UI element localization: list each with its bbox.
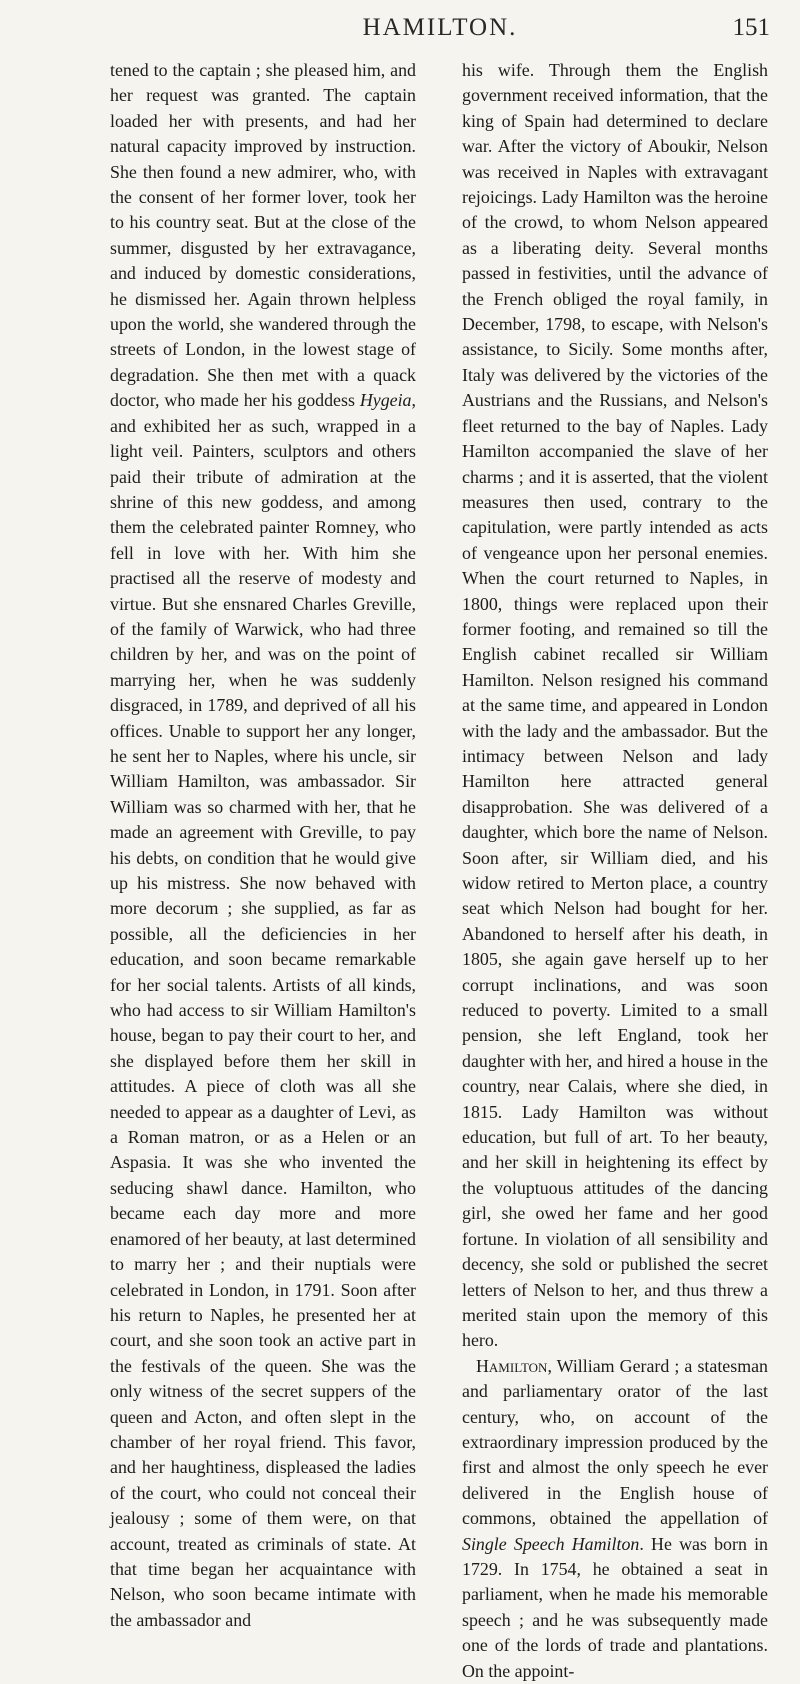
left-column [110, 58, 416, 1633]
paragraph-lady-hamilton-continued [110, 58, 416, 1633]
right-column [462, 58, 768, 1684]
text-run: . He was born in 1729. In 1754, he obtained a seat in parliament, when he made his memorable speech ; and he was subsequently made one of the lords of trade and plantations. On the appoint- [462, 1533, 768, 1681]
entry-headword: Hamilton [476, 1355, 548, 1376]
page-number: 151 [732, 14, 770, 41]
text-run: , William Gerard ; a statesman and parliamentary orator of the last century, who, on account of the extraordinary impression produced by the first and almost the only speech he ever delivered in the English house of commons, obtained the appellation of [462, 1355, 768, 1529]
text-run: his wife. Through them the English government received information, that the king of Spain had determined to declare war. After the victory of Aboukir, Nelson was received in Naples with extravagant rejoicings. Lady Hamilton was the heroine of the crowd, to whom Nelson appeared as a liberating deity. Several months passed in festivities, until the advance of the French obliged the royal family, in December, 1798, to escape, with Nelson's assistance, to Sicily. Some months after, Italy was delivered by the victories of the Austrians and the Russians, and Nelson's fleet returned to the bay of Naples. Lady Hamilton accompanied the slave of her charms ; and it is asserted, that the violent measures then used, contrary to the capitulation, were partly intended as acts of vengeance upon her personal enemies. When the court returned to Naples, in 1800, things were replaced upon their former footing, and remained so till the English cabinet recalled sir William Hamilton. Nelson resigned his command at the same time, and appeared in London with the lady and the ambassador. But the intimacy between Nelson and lady Hamilton here attracted general disapprobation. She was delivered of a daughter, which bore the name of Nelson. Soon after, sir William died, and his widow retired to Merton place, a country seat which Nelson had bought for her. Abandoned to herself after his death, in 1805, she again gave herself up to her corrupt inclinations, and was soon reduced to poverty. Limited to a small pension, she left England, took her daughter with her, and hired a house in the country, near Calais, where she died, in 1815. Lady Hamilton was without education, but full of art. To her beauty, and her skill in heightening its effect by the voluptuous attitudes of the dancing girl, she owed her fame and her good fortune. In violation of all sensibility and decency, she sold or published the secret letters of Nelson to her, and thus threw a merited stain upon the memory of this hero. [462, 60, 768, 1351]
running-head-title: HAMILTON. [362, 14, 518, 41]
italic-term-hygeia: Hygeia [359, 390, 412, 411]
paragraph-lady-hamilton-end [462, 58, 768, 1354]
italic-nickname: Single Speech Hamilton [462, 1533, 640, 1554]
entry-william-gerard-hamilton [462, 1354, 768, 1684]
text-run: , and exhibited her as such, wrapped in a light veil. Painters, sculptors and others paid their tribute of admiration at the shrine of this new goddess, and among them the celebrated painter Romney, who fell in love with her. With him she practised all the reserve of modesty and virtue. But she ensnared Charles Greville, of the family of Warwick, who had three children by her, and was on the point of marrying her, when he was suddenly disgraced, in 1789, and deprived of all his offices. Unable to support her any longer, he sent her to Naples, where his uncle, sir William Hamilton, was ambassador. Sir William was so charmed with her, that he made an agreement with Greville, to pay his debts, on condition that he would give up his mistress. She now behaved with more decorum ; she supplied, as far as possible, all the deficiencies in her education, and soon became remarkable for her social talents. Artists of all kinds, who had access to sir William Hamilton's house, began to pay their court to her, and she displayed before them her skill in attitudes. A piece of cloth was all she needed to appear as a daughter of Levi, as a Roman matron, or as a Helen or an Aspasia. It was she who invented the seducing shawl dance. Hamilton, who became each day more and more enamored of her beauty, at last determined to marry her ; and their nuptials were celebrated in London, in 1791. Soon after his return to Naples, he presented her at court, and she soon took an active part in the festivals of the queen. She was the only witness of the secret suppers of the queen and Acton, and often slept in the chamber of her royal friend. This favor, and her haughtiness, displeased the ladies of the court, who could not conceal their jealousy ; some of them were, on that account, treated as criminals of state. At that time began her acquaintance with Nelson, who soon became intimate with the ambassador and [110, 390, 416, 1630]
running-head [110, 14, 770, 50]
text-run: tened to the captain ; she pleased him, and her request was granted. The captain loaded her with presents, and had her natural capacity improved by instruction. She then found a new admirer, who, with the consent of her former lover, took her to his country seat. But at the close of the summer, disgusted by her extravagance, and induced by domestic considerations, he dismissed her. Again thrown helpless upon the world, she wandered through the streets of London, in the lowest stage of degradation. She then met with a quack doctor, who made her his goddess [110, 60, 416, 411]
